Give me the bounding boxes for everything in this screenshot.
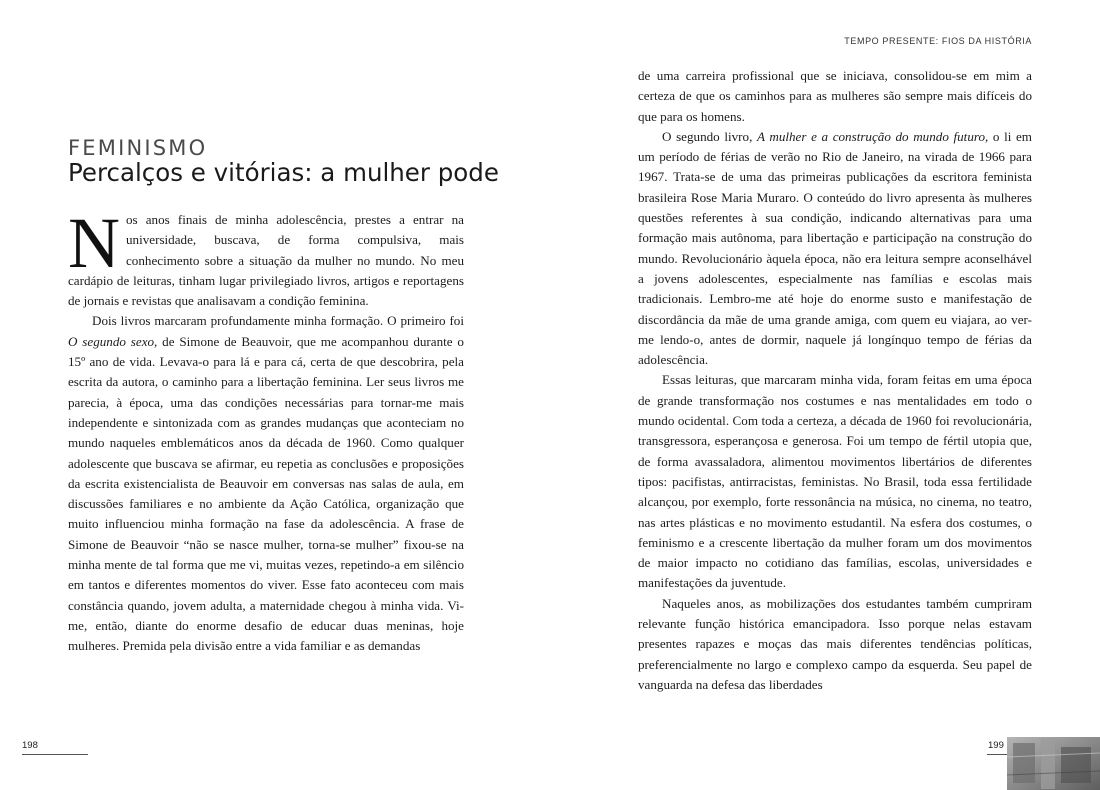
page-number-left: 198 — [22, 740, 38, 751]
paragraph-text: Essas leituras, que marcaram minha vida, foram feitas em uma época de grande transformação nos costumes e nas mentalidades em todo o mundo ocidental. Com toda a certeza, a década de 1960 foi revolucionária, transgressora, esperançosa e generosa. Foi um tempo de fértil utopia que, de forma avassaladora, alimentou movimentos libertários de diferentes tipos: pacifistas, antirracistas, feministas. No Brasil, toda essa fertilidade alcançou, por exemplo, forte ressonância na música, no cinema, no teatro, nas artes plásticas e no movimento estudantil. Na esfera dos costumes, o feminismo e a crescente libertação da mulher foram um dos movimentos de maior impacto no cotidiano das famílias, escolas, universidades e manifestações da juventude. — [638, 372, 1032, 591]
paragraph-text: de uma carreira profissional que se iniciava, consolidou-se em mim a certeza de que os caminhos para as mulheres são sempre mais difíceis do que para os homens. — [638, 68, 1032, 124]
running-head: TEMPO PRESENTE: FIOS DA HISTÓRIA — [844, 36, 1032, 46]
paragraph-text: , de Simone de Beauvoir, que me acompanhou durante o 15º ano de vida. Levava-o para lá e para cá, certa de que descobrira, pela escrita da autora, o caminho para a libertação feminina. Ler seus livros me parecia, à época, uma das condições necessárias para tornar-me mais independente e sintonizada com as grandes mudanças que aconteciam no mundo naqueles emblemáticos anos da década de 1960. Como qualquer adolescente que buscava se afirmar, eu repetia as conclusões e proposições da escrita existencialista de Beauvoir em conversas nas salas de aula, em discussões familiares e no ambiente da Ação Católica, organização que muito influenciou minha formação na fase da adolescência. A frase de Simone de Beauvoir “não se nasce mulher, torna-se mulher” fixou-se na minha mente de tal forma que me vi, muitas vezes, repetindo-a em silêncio em tantos e diferentes momentos do viver. Esse fato aconteceu com mais constância quando, jovem adulta, a maternidade chegou à minha vida. Vi-me, então, diante do enorme desafio de educar duas meninas, hoje mulheres. Premida pela divisão entre a vida familiar e as demandas — [68, 333, 464, 654]
paragraph-4 — [638, 370, 1032, 593]
page-number-right: 199 — [988, 740, 1004, 751]
left-body-text — [68, 203, 464, 657]
right-page — [550, 0, 1100, 790]
book-title: O segundo sexo — [68, 333, 155, 349]
paragraph-3 — [638, 127, 1032, 371]
paragraph-text: Naqueles anos, as mobilizações dos estudantes também cumpriram relevante função histórica emancipadora. Isso porque nelas estavam presentes rapazes e moças das mais diferentes tendências políticas, preferencialmente no largo e complexo campo da esquerda. Seu papel de vanguarda na defesa das liberdades — [638, 595, 1032, 692]
paragraph-5 — [638, 594, 1032, 695]
paragraph-text: O segundo livro, — [662, 128, 757, 144]
chapter-title: Percalços e vitórias: a mulher pode — [68, 158, 499, 187]
paragraph-1 — [68, 203, 464, 311]
paragraph-2 — [68, 311, 464, 656]
corner-photo — [1007, 737, 1100, 790]
corner-photo-image — [1007, 737, 1100, 790]
book-title: A mulher e a construção do mundo futuro — [756, 128, 986, 144]
paragraph-continued — [638, 66, 1032, 127]
paragraph-text: Dois livros marcaram profundamente minha formação. O primeiro foi — [92, 313, 464, 329]
drop-cap: N — [68, 203, 120, 283]
paragraph-text: , o li em um período de férias de verão no Rio de Janeiro, na virada de 1966 para 1967. Trata-se de uma das primeiras publicações da escritora feminista brasileira Rose Maria Muraro. O conteúdo do livro apresenta às mulheres questões referentes à sua condição, indicando alternativas para uma formação mais autônoma, para libertação e participação na construção do mundo. Revolucionário àquela época, não era leitura sempre aconselhável a jovens adolescentes, especialmente nas famílias e escolas mais tradicionais. Lembro-me até hoje do enorme susto e manifestação de discordância da mãe de uma grande amiga, com quem eu viajara, ao ver-me lendo-o, antes de dormir, naquele já longínquo tempo de férias da adolescência. — [638, 128, 1032, 368]
section-label: FEMINISMO — [68, 136, 208, 160]
right-body-text — [638, 66, 1032, 695]
paragraph-text: os anos finais de minha adolescência, prestes a entrar na universidade, buscava, de forma compulsiva, mais conhecimento sobre a situação da mulher no mundo. No meu cardápio de leituras, tinham lugar privilegiado livros, artigos e reportagens de jornais e revistas que analisavam a condição feminina. — [68, 212, 464, 309]
folio-rule-left — [22, 754, 88, 755]
